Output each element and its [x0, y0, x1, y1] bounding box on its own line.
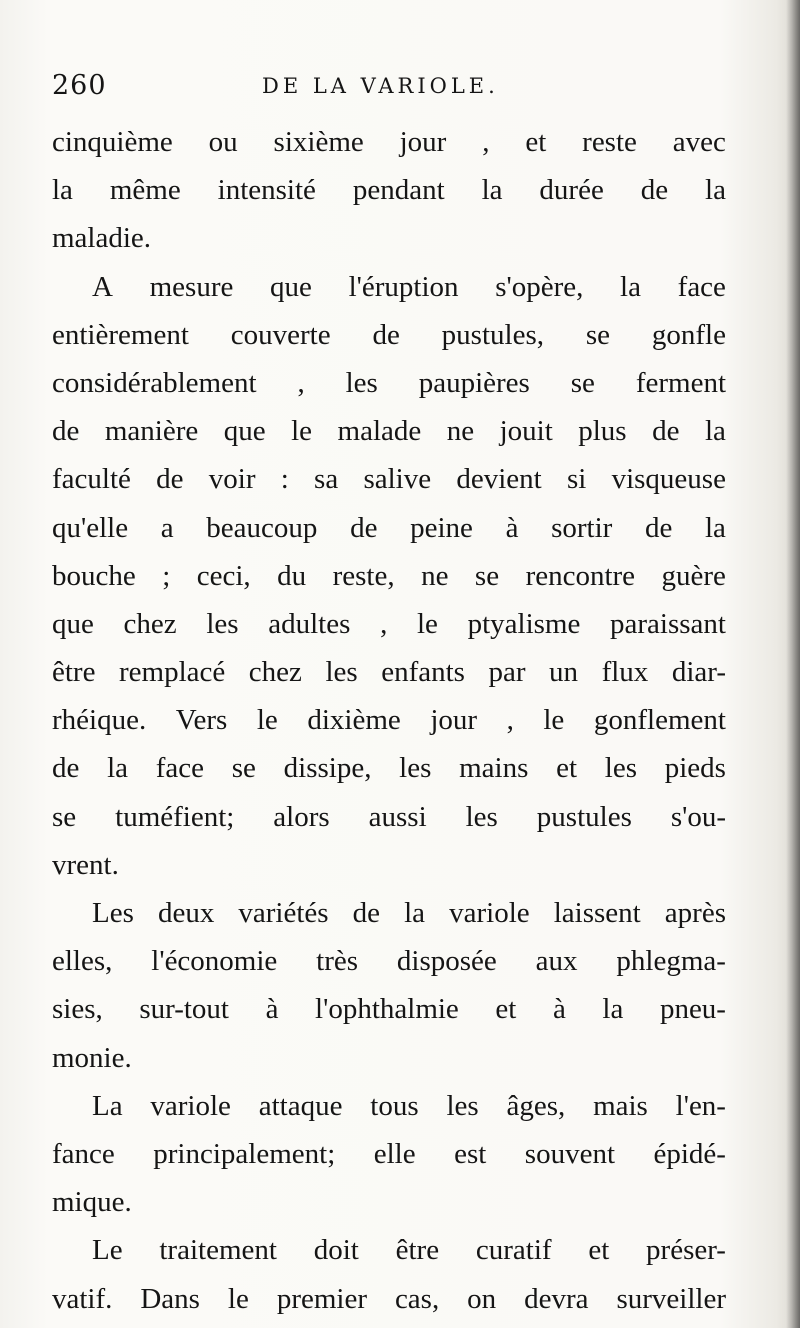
- text-line: entièrement couverte de pustules, se gonfle: [52, 318, 726, 351]
- text-line: la même intensité pendant la durée de la: [52, 174, 726, 207]
- text-line: qu'elle a beaucoup de peine à sortir de la: [52, 511, 726, 544]
- text-line: de manière que le malade ne jouit plus de la: [52, 415, 726, 448]
- text-line: bouche ; ceci, du reste, ne se rencontre guère: [52, 559, 726, 592]
- text-line: cinquième ou sixième jour , et reste avec: [52, 126, 726, 158]
- text-line: considérablement , les paupières se ferment: [52, 366, 726, 399]
- text-line: vatif. Dans le premier cas, on devra surveiller: [52, 1282, 726, 1315]
- running-head: DE LA VARIOLE.: [262, 74, 499, 98]
- text-line: de la face se dissipe, les mains et les pieds: [52, 752, 726, 785]
- text-line: La variole attaque tous les âges, mais l'en-: [92, 1089, 726, 1122]
- text-line: A mesure que l'éruption s'opère, la face: [92, 270, 726, 303]
- text-line: être remplacé chez les enfants par un flux diar-: [52, 656, 726, 689]
- text-line: mique.: [52, 1186, 132, 1219]
- text-line: maladie.: [52, 222, 152, 255]
- text-line: sies, sur-tout à l'ophthalmie et à la pneu-: [52, 993, 726, 1026]
- text-line: Le traitement doit être curatif et préser-: [92, 1234, 726, 1267]
- text-line: monie.: [52, 1041, 132, 1074]
- text-line: elles, l'économie très disposée aux phlegma-: [52, 945, 726, 978]
- text-line: rhéique. Vers le dixième jour , le gonflement: [52, 704, 726, 737]
- text-line: fance principalement; elle est souvent épidé-: [52, 1137, 726, 1170]
- body-text: [52, 118, 726, 1323]
- text-line: que chez les adultes , le ptyalisme paraissant: [52, 607, 726, 640]
- text-line: faculté de voir : sa salive devient si visqueuse: [52, 463, 726, 496]
- page-header: [52, 70, 742, 110]
- page-gutter-shadow: [786, 0, 800, 1328]
- page-number: 260: [52, 70, 107, 101]
- text-line: se tuméfient; alors aussi les pustules s'ou-: [52, 800, 726, 833]
- text-line: vrent.: [52, 848, 119, 881]
- text-line: Les deux variétés de la variole laissent après: [92, 897, 726, 929]
